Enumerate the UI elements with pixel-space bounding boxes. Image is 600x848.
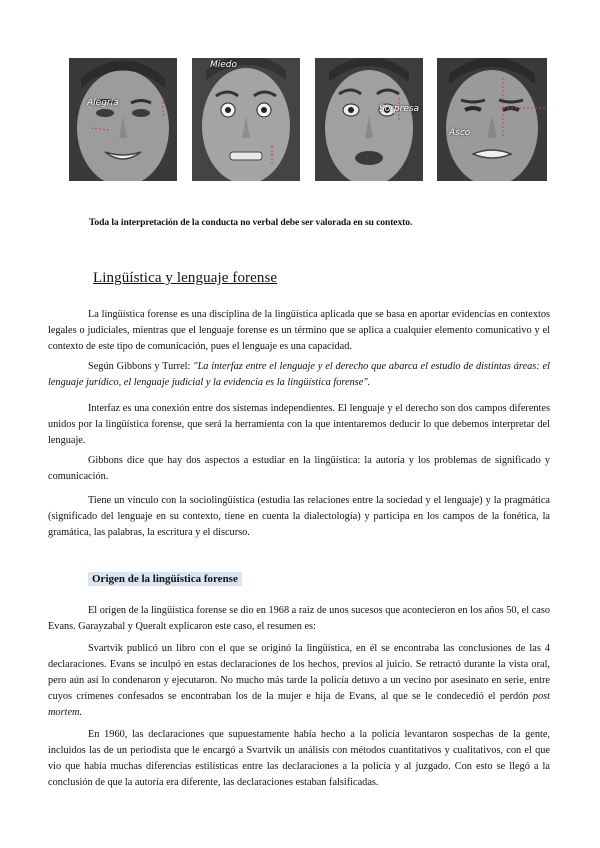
emotion-faces-figure — [69, 58, 547, 181]
quote-text: "La interfaz entre el lenguaje y el derecho que abarca el estudio de distintas áreas: el lenguaje jurídico, el lenguaje judicial y la evidencia es la lingüística forense". — [48, 361, 550, 388]
paragraph-text: Svartvik publicó un libro con el que se originó la lingüística, en él se encontraba las conclusiones de las 4 declaraciones. Evans se inculpó en estas declaraciones de los hechos, previos al juicio. Se retractó durante la vista oral, pero aún así lo condenaron y ejecutaron. No mucho más tarde la policía detuvo a un vecino por asesinato en serie, entre cuyos crímenes confesados se encontraban los de la mujer e hija de Evans, al que se le condecedió el perdón — [48, 643, 550, 702]
face-label-fear: Miedo — [210, 60, 238, 70]
section-title-origen: Origen de la lingüística forense — [88, 572, 242, 586]
paragraph: En 1960, las declaraciones que supuestamente había hecho a la policía levantaron sospechas de la gente, incluidos las de un periodista que le encargó a Svartvik un análisis con métodos cuantitativos y cualitativos, con el que vio que había muchas diferencias estilísticas entre las declaraciones a la policía y al juzgado. Con esto se llegó a la conclusión de que la autoría era diferente, las declaraciones estaban falsificadas. — [48, 729, 550, 788]
paragraph: Gibbons dice que hay dos aspectos a estudiar en la lingüística: la autoría y los problemas de significado y comunicación. — [48, 455, 550, 482]
quote-lead: Según Gibbons y Turrel: — [88, 361, 194, 372]
figure-caption: Toda la interpretación de la conducta no verbal debe ser valorada en su contexto. — [89, 217, 413, 228]
face-disgust-image — [437, 58, 547, 181]
paragraph: Interfaz es una conexión entre dos sistemas independientes. El lenguaje y el derecho son dos campos diferentes unidos por la lingüística forense, que será la herramienta con la que intentaremos deducir lo que debemos interpretar del lenguaje. — [48, 403, 550, 446]
face-happiness-image — [69, 58, 177, 181]
paragraph: El origen de la lingüística forense se dio en 1968 a raíz de unos sucesos que acontecieron en los años 50, el caso Evans. Garayzabal y Queralt explicaron este caso, el resumen es: — [48, 605, 550, 632]
paragraph-quote — [48, 359, 550, 391]
face-label-disgust: Asco — [449, 128, 471, 138]
paragraph: La lingüística forense es una disciplina de la lingüística aplicada que se basa en aportar evidencias en contextos legales o judiciales, mientras que el lenguaje forense es un término que se aplica a cualquier elemento comunicativo y el contexto de este tipo de comunicación, pues el lenguaje es una capacidad. — [48, 309, 550, 352]
paragraph-italic: post mortem. — [48, 691, 550, 718]
face-fear-image — [192, 58, 300, 181]
paragraph — [48, 641, 550, 721]
face-surprise-image — [315, 58, 423, 181]
paragraph: Tiene un vínculo con la sociolingüística (estudia las relaciones entre la sociedad y el lenguaje) y la pragmática (significado del lenguaje en su contexto, tiene en cuenta la dialectología) y participa en los campos de la fonética, la gramática, las palabras, la escritura y el discurso. — [48, 495, 550, 538]
section-title-linguistica-forense: Lingüística y lenguaje forense — [93, 270, 278, 286]
face-label-happiness: Alegría — [87, 98, 119, 108]
face-label-surprise: Sorpresa — [379, 104, 420, 114]
